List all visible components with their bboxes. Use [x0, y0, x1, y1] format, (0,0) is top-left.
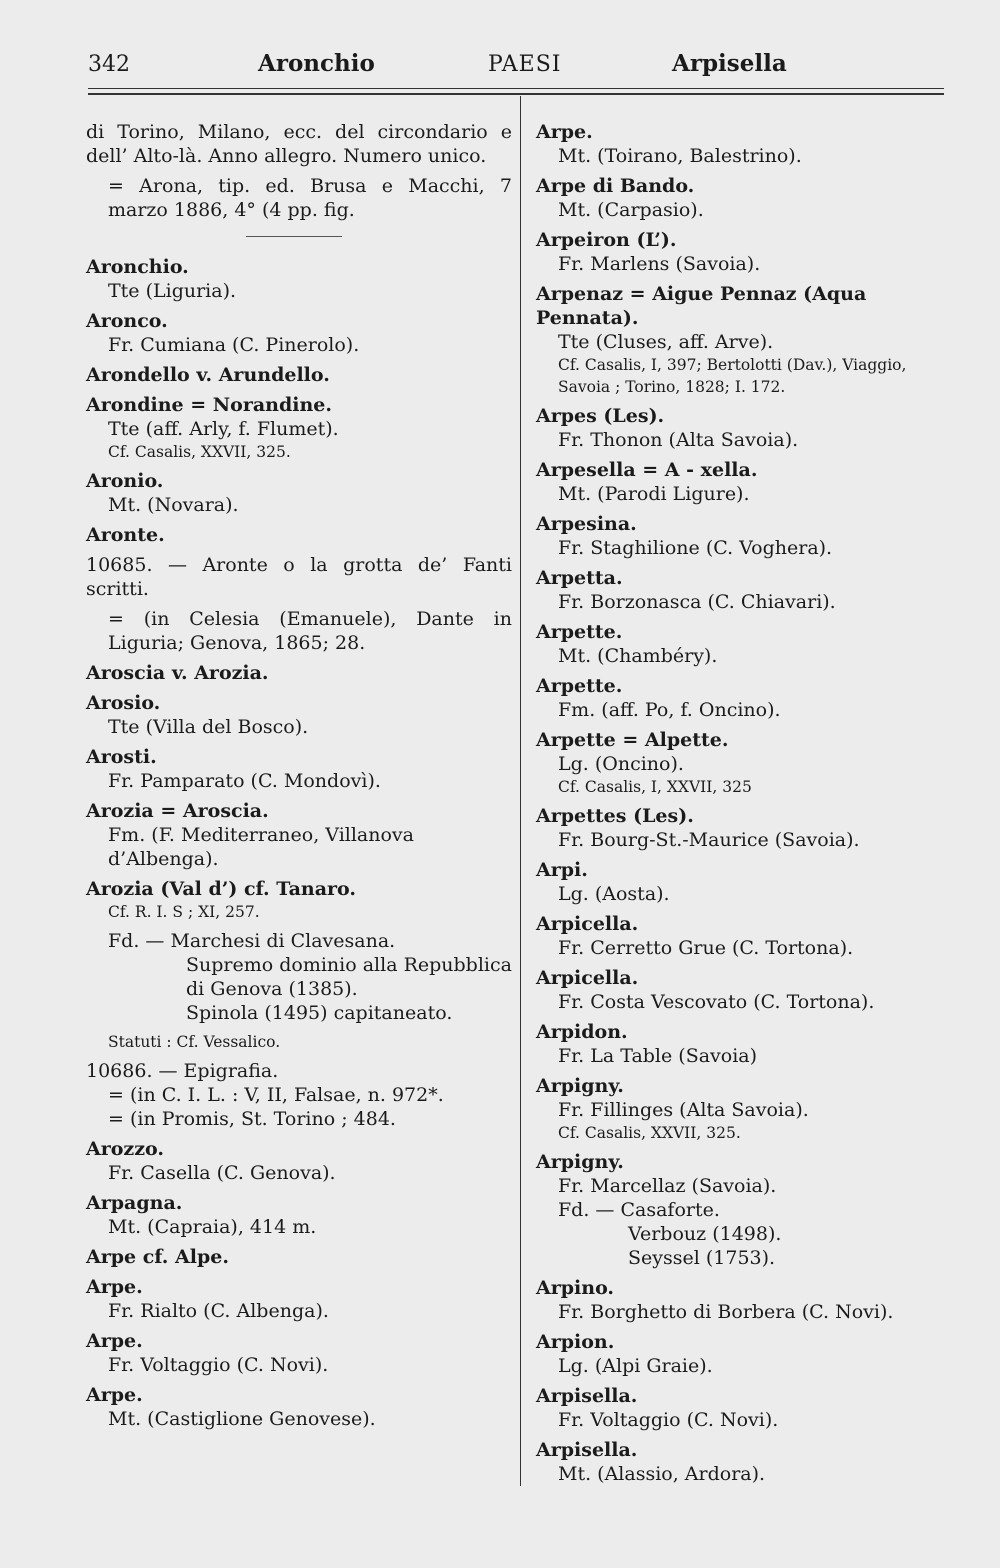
entry-arpesella: [536, 458, 956, 506]
entry-reference: Cf. Casalis, XXVII, 325.: [558, 1124, 741, 1142]
column-divider: [520, 96, 521, 1486]
entry-line: Fr. La Table (Savoia): [558, 1045, 758, 1067]
entry-arpette-2: [536, 674, 956, 722]
bibliography-title: 10685. — Aronte o la grotta de’ Fanti scritti.: [86, 554, 512, 600]
header-rule-thin: [88, 88, 944, 89]
section-separator: [246, 236, 342, 237]
entry-arpe-3: [86, 1383, 512, 1431]
entry-line: Fr. Borghetto di Borbera (C. Novi).: [558, 1301, 894, 1323]
entry-arpigny-1: [536, 1074, 956, 1144]
entry-aronchio: [86, 255, 512, 303]
entry-headword: Arpagna.: [86, 1192, 183, 1214]
entry-arpicella-2: [536, 966, 956, 1014]
entry-headword: Arpicella.: [536, 967, 639, 989]
entry-headword: Arpe cf. Alpe.: [86, 1246, 229, 1268]
header-last-entry: Arpisella: [672, 50, 787, 77]
feudal-line: Fd. — Marchesi di Clavesana.: [108, 930, 396, 952]
entry-line: Lg. (Aosta).: [558, 883, 670, 905]
entry-line: Fr. Thonon (Alta Savoia).: [558, 429, 799, 451]
entry-arpette-1: [536, 620, 956, 668]
entry-headword: Arozia (Val d’) cf. Tanaro.: [86, 878, 357, 900]
entry-headword: Arpino.: [536, 1277, 615, 1299]
entry-line: Fr. Pamparato (C. Mondovì).: [108, 770, 381, 792]
entry-line: Tte (Cluses, aff. Arve).: [558, 331, 774, 353]
entry-headword: Arozia = Aroscia.: [86, 800, 269, 822]
entry-headword: Arosti.: [86, 746, 157, 768]
bibliography-title: 10686. — Epigrafia.: [86, 1060, 279, 1082]
entry-arosio: [86, 691, 512, 739]
entry-arozia-val: [86, 877, 512, 923]
entry-headword: Arpetta.: [536, 567, 623, 589]
feudal-line: Seyssel (1753).: [628, 1247, 776, 1269]
entry-headword: Arondine = Norandine.: [86, 394, 332, 416]
entry-arpigny-2: [536, 1150, 956, 1270]
entry-headword: Arondello v. Arundello.: [86, 364, 330, 386]
entry-headword: Arpicella.: [536, 913, 639, 935]
entry-headword: Arpettes (Les).: [536, 805, 694, 827]
entry-headword: Arpe di Bando.: [536, 175, 695, 197]
entry-arosti: [86, 745, 512, 793]
entry-headword: Arozzo.: [86, 1138, 164, 1160]
entry-aronco: [86, 309, 512, 357]
entry-headword: Arpe.: [86, 1384, 143, 1406]
entry-line: Lg. (Oncino).: [558, 753, 684, 775]
entry-line: Fr. Fillinges (Alta Savoia).: [558, 1099, 809, 1121]
entry-arpisella-2: [536, 1438, 956, 1486]
entry-arpe-cf: [86, 1245, 512, 1269]
entry-arpenaz: [536, 282, 956, 398]
left-column: [86, 120, 512, 1437]
entry-line: Mt. (Parodi Ligure).: [558, 483, 750, 505]
entry-headword: Arpe.: [86, 1330, 143, 1352]
entry-reference: Cf. R. I. S ; XI, 257.: [108, 903, 260, 921]
feudal-history: [86, 929, 512, 1025]
entry-line: Mt. (Carpasio).: [558, 199, 704, 221]
entry-arpi: [536, 858, 956, 906]
entry-arpes: [536, 404, 956, 452]
entry-headword: Arpette = Alpette.: [536, 729, 729, 751]
entry-line: Tte (Villa del Bosco).: [108, 716, 309, 738]
entry-line: Fr. Staghilione (C. Voghera).: [558, 537, 833, 559]
entry-headword: Aronchio.: [86, 256, 189, 278]
entry-arpagna: [86, 1191, 512, 1239]
entry-arpe-2: [86, 1329, 512, 1377]
page-number: 342: [88, 52, 130, 77]
entry-line: Fr. Voltaggio (C. Novi).: [558, 1409, 779, 1431]
entry-headword: Arosio.: [86, 692, 161, 714]
entry-line: Mt. (Novara).: [108, 494, 239, 516]
entry-arozia: [86, 799, 512, 871]
entry-headword: Arpette.: [536, 621, 623, 643]
entry-line: Tte (Liguria).: [108, 280, 237, 302]
entry-arpe-1: [86, 1275, 512, 1323]
entry-line: Lg. (Alpi Graie).: [558, 1355, 713, 1377]
entry-line: Fr. Cumiana (C. Pinerolo).: [108, 334, 360, 356]
entry-line: Mt. (Alassio, Ardora).: [558, 1463, 766, 1485]
entry-arpidon: [536, 1020, 956, 1068]
right-column: [536, 120, 956, 1492]
entry-arondello: [86, 363, 512, 387]
feudal-line: Spinola (1495) capitaneato.: [186, 1002, 453, 1024]
header-section-title: PAESI: [488, 52, 562, 77]
entry-line: Fr. Voltaggio (C. Novi).: [108, 1354, 329, 1376]
bibliography-source: = (in Celesia (Emanuele), Dante in Liguria; Genova, 1865; 28.: [108, 608, 512, 654]
bibliography-source: = (in Promis, St. Torino ; 484.: [108, 1108, 396, 1130]
entry-reference: Cf. Casalis, I, 397; Bertolotti (Dav.), Viaggio, Savoia ; Torino, 1828; I. 172.: [558, 356, 907, 396]
entry-arpette-3: [536, 728, 956, 798]
entry-line: Fr. Cerretto Grue (C. Tortona).: [558, 937, 854, 959]
entry-headword: Aronco.: [86, 310, 168, 332]
feudal-line: Verbouz (1498).: [628, 1223, 782, 1245]
entry-headword: Arpion.: [536, 1331, 615, 1353]
entry-arpetta: [536, 566, 956, 614]
entry-arpisella-1: [536, 1384, 956, 1432]
entry-arpe-di-bando: [536, 174, 956, 222]
entry-line: Mt. (Toirano, Balestrino).: [558, 145, 802, 167]
entry-arpion: [536, 1330, 956, 1378]
entry-headword: Arpigny.: [536, 1151, 624, 1173]
entry-headword: Arpidon.: [536, 1021, 628, 1043]
bibliography-10685: [86, 553, 512, 655]
entry-arpe-4: [536, 120, 956, 168]
feudal-line: Supremo dominio alla Repubblica di Genova (1385).: [186, 954, 512, 1000]
entry-headword: Aroscia v. Arozia.: [86, 662, 269, 684]
entry-line: Fm. (aff. Po, f. Oncino).: [558, 699, 781, 721]
entry-line: Fr. Borzonasca (C. Chiavari).: [558, 591, 836, 613]
entry-reference: Cf. Casalis, I, XXVII, 325: [558, 778, 752, 796]
entry-line: Fr. Rialto (C. Albenga).: [108, 1300, 329, 1322]
entry-arpino: [536, 1276, 956, 1324]
header-rule-thick: [88, 93, 944, 95]
entry-arozzo: [86, 1137, 512, 1185]
entry-line: Mt. (Chambéry).: [558, 645, 718, 667]
entry-headword: Arpeiron (L’).: [536, 229, 677, 251]
entry-headword: Arpette.: [536, 675, 623, 697]
entry-arondine: [86, 393, 512, 463]
entry-headword: Arpi.: [536, 859, 588, 881]
entry-line: Fr. Marcellaz (Savoia).: [558, 1175, 777, 1197]
entry-headword: Arpe.: [536, 121, 593, 143]
entry-headword: Arpesella = A - xella.: [536, 459, 758, 481]
entry-headword: Arpenaz = Aigue Pennaz (Aqua Pennata).: [536, 283, 867, 329]
running-header: [0, 48, 1000, 88]
entry-headword: Aronte.: [86, 524, 165, 546]
entry-line: Fm. (F. Mediterraneo, Villanova d’Albenga).: [108, 824, 414, 870]
entry-headword: Arpigny.: [536, 1075, 624, 1097]
intro-citation: = Arona, tip. ed. Brusa e Macchi, 7 marzo 1886, 4° (4 pp. fig.: [108, 175, 512, 221]
entry-arpeiron: [536, 228, 956, 276]
entry-line: Fr. Bourg-St.-Maurice (Savoia).: [558, 829, 860, 851]
entry-aronio: [86, 469, 512, 517]
entry-headword: Arpe.: [86, 1276, 143, 1298]
statutes-reference: Statuti : Cf. Vessalico.: [108, 1033, 281, 1051]
entry-headword: Arpisella.: [536, 1439, 638, 1461]
header-first-entry: Aronchio: [258, 50, 375, 77]
entry-arpicella-1: [536, 912, 956, 960]
entry-aroscia: [86, 661, 512, 685]
entry-arpesina: [536, 512, 956, 560]
entry-headword: Arpesina.: [536, 513, 637, 535]
bibliography-source: = (in C. I. L. : V, II, Falsae, n. 972*.: [108, 1084, 444, 1106]
feudal-line: Fd. — Casaforte.: [558, 1199, 720, 1221]
entry-line: Fr. Marlens (Savoia).: [558, 253, 761, 275]
intro-text: di Torino, Milano, ecc. del circondario e dell’ Alto-là. Anno allegro. Numero unico.: [86, 121, 512, 167]
entry-line: Mt. (Capraia), 414 m.: [108, 1216, 317, 1238]
entry-line: Fr. Casella (C. Genova).: [108, 1162, 336, 1184]
entry-line: Tte (aff. Arly, f. Flumet).: [108, 418, 339, 440]
entry-reference: Cf. Casalis, XXVII, 325.: [108, 443, 291, 461]
entry-arpettes: [536, 804, 956, 852]
entry-headword: Arpisella.: [536, 1385, 638, 1407]
entry-line: Mt. (Castiglione Genovese).: [108, 1408, 376, 1430]
bibliography-10686: [86, 1059, 512, 1131]
entry-aronte: [86, 523, 512, 547]
entry-headword: Aronio.: [86, 470, 164, 492]
entry-line: Fr. Costa Vescovato (C. Tortona).: [558, 991, 875, 1013]
entry-headword: Arpes (Les).: [536, 405, 665, 427]
